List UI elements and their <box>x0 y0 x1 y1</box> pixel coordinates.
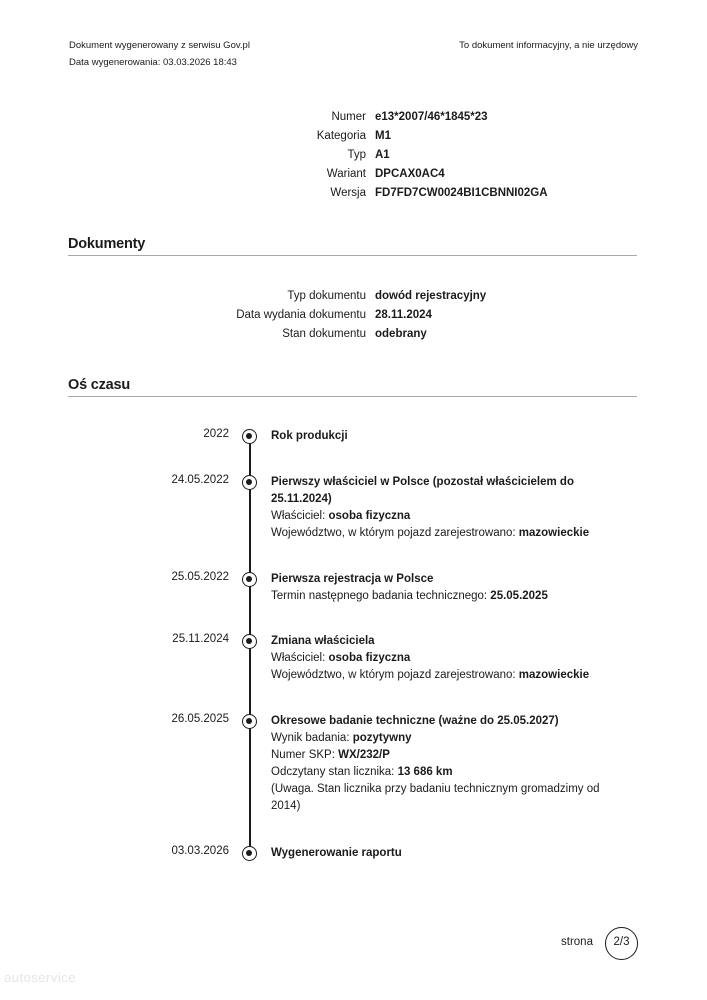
timeline-event-inspection <box>271 588 611 605</box>
timeline-section-title: Oś czasu <box>68 377 131 393</box>
timeline-event <box>271 633 611 684</box>
timeline-event <box>271 845 611 862</box>
homologation-label: Wersja <box>330 187 366 199</box>
timeline-marker-icon <box>242 634 257 649</box>
document-label: Data wydania dokumentu <box>236 309 366 321</box>
homologation-value: FD7FD7CW0024BI1CBNNI02GA <box>375 187 548 199</box>
region-label: Województwo, w którym pojazd zarejestrowano: <box>271 527 519 539</box>
timeline-marker-icon <box>242 429 257 444</box>
timeline-marker-icon <box>242 714 257 729</box>
timeline-event-owner <box>271 650 611 667</box>
page-label: strona <box>561 936 593 948</box>
document-value: dowód rejestracyjny <box>375 290 487 302</box>
timeline-event <box>271 571 611 605</box>
skp-label: Numer SKP: <box>271 749 339 761</box>
timeline-event-note: (Uwaga. Stan licznika przy badaniu technicznym gromadzimy od 2014) <box>271 783 600 812</box>
document-label: Stan dokumentu <box>282 328 366 340</box>
document-row <box>0 287 366 305</box>
homologation-label: Wariant <box>326 168 366 180</box>
owner-label: Właściciel: <box>271 510 329 522</box>
homologation-label: Numer <box>331 111 366 123</box>
skp-value: WX/232/P <box>338 749 390 761</box>
timeline-date: 25.05.2022 <box>171 571 229 583</box>
generated-date <box>69 57 237 68</box>
document-value: odebrany <box>375 328 427 340</box>
generated-date-label: Data wygenerowania: <box>69 57 163 68</box>
timeline-event-result <box>271 730 611 747</box>
homologation-value: DPCAX0AC4 <box>375 168 445 180</box>
page-number: 2/3 <box>605 927 638 960</box>
odometer-label: Odczytany stan licznika: <box>271 766 398 778</box>
timeline-event <box>271 474 611 542</box>
homologation-row <box>0 165 366 183</box>
informational-note: To dokument informacyjny, a nie urzędowy <box>459 40 638 51</box>
documents-divider <box>68 255 637 256</box>
timeline-event-title: Pierwszy właściciel w Polsce (pozostał właścicielem do 25.11.2024) <box>271 476 574 505</box>
homologation-row <box>0 108 366 126</box>
timeline-date: 24.05.2022 <box>171 474 229 486</box>
owner-value: osoba fizyczna <box>328 652 411 664</box>
region-label: Województwo, w którym pojazd zarejestrowano: <box>271 669 519 681</box>
homologation-value: e13*2007/46*1845*23 <box>375 111 488 123</box>
result-value: pozytywny <box>352 732 412 744</box>
homologation-label: Kategoria <box>316 130 366 142</box>
homologation-value: A1 <box>375 149 390 161</box>
timeline-event <box>271 713 611 815</box>
timeline-event-title: Rok produkcji <box>271 430 348 442</box>
timeline-date: 2022 <box>203 428 229 440</box>
timeline-event-title: Pierwsza rejestracja w Polsce <box>271 573 434 585</box>
inspection-value: 25.05.2025 <box>490 590 548 602</box>
homologation-value: M1 <box>375 130 391 142</box>
homologation-row <box>0 146 366 164</box>
timeline-event-odometer <box>271 764 611 781</box>
timeline-date: 25.11.2024 <box>172 633 229 645</box>
homologation-row <box>0 127 366 145</box>
documents-section-title: Dokumenty <box>68 236 146 252</box>
inspection-label: Termin następnego badania technicznego: <box>271 590 491 602</box>
timeline-date: 26.05.2025 <box>171 713 229 725</box>
odometer-value: 13 686 km <box>397 766 453 778</box>
timeline-date: 03.03.2026 <box>171 845 229 857</box>
document-row <box>0 325 366 343</box>
homologation-label: Typ <box>347 149 366 161</box>
timeline-event-region <box>271 525 611 542</box>
document-value: 28.11.2024 <box>375 309 432 321</box>
region-value: mazowieckie <box>518 527 590 539</box>
document-row <box>0 306 366 324</box>
timeline-divider <box>68 396 637 397</box>
timeline-marker-icon <box>242 846 257 861</box>
result-label: Wynik badania: <box>271 732 353 744</box>
document-label: Typ dokumentu <box>287 290 366 302</box>
generated-source-note: Dokument wygenerowany z serwisu Gov.pl <box>69 40 250 51</box>
homologation-row <box>0 184 366 202</box>
region-value: mazowieckie <box>518 669 590 681</box>
timeline-event <box>271 428 611 445</box>
timeline-event-title: Okresowe badanie techniczne (ważne do 25.05.2027) <box>271 715 559 727</box>
timeline-event-title: Zmiana właściciela <box>271 635 375 647</box>
watermark: autoservice <box>4 970 76 985</box>
timeline-event-owner <box>271 508 611 525</box>
generated-date-value: 03.03.2026 18:43 <box>163 57 237 68</box>
timeline-event-title: Wygenerowanie raportu <box>271 847 402 859</box>
timeline-marker-icon <box>242 475 257 490</box>
timeline-event-region <box>271 667 611 684</box>
timeline-marker-icon <box>242 572 257 587</box>
owner-label: Właściciel: <box>271 652 329 664</box>
timeline-event-skp <box>271 747 611 764</box>
owner-value: osoba fizyczna <box>328 510 411 522</box>
